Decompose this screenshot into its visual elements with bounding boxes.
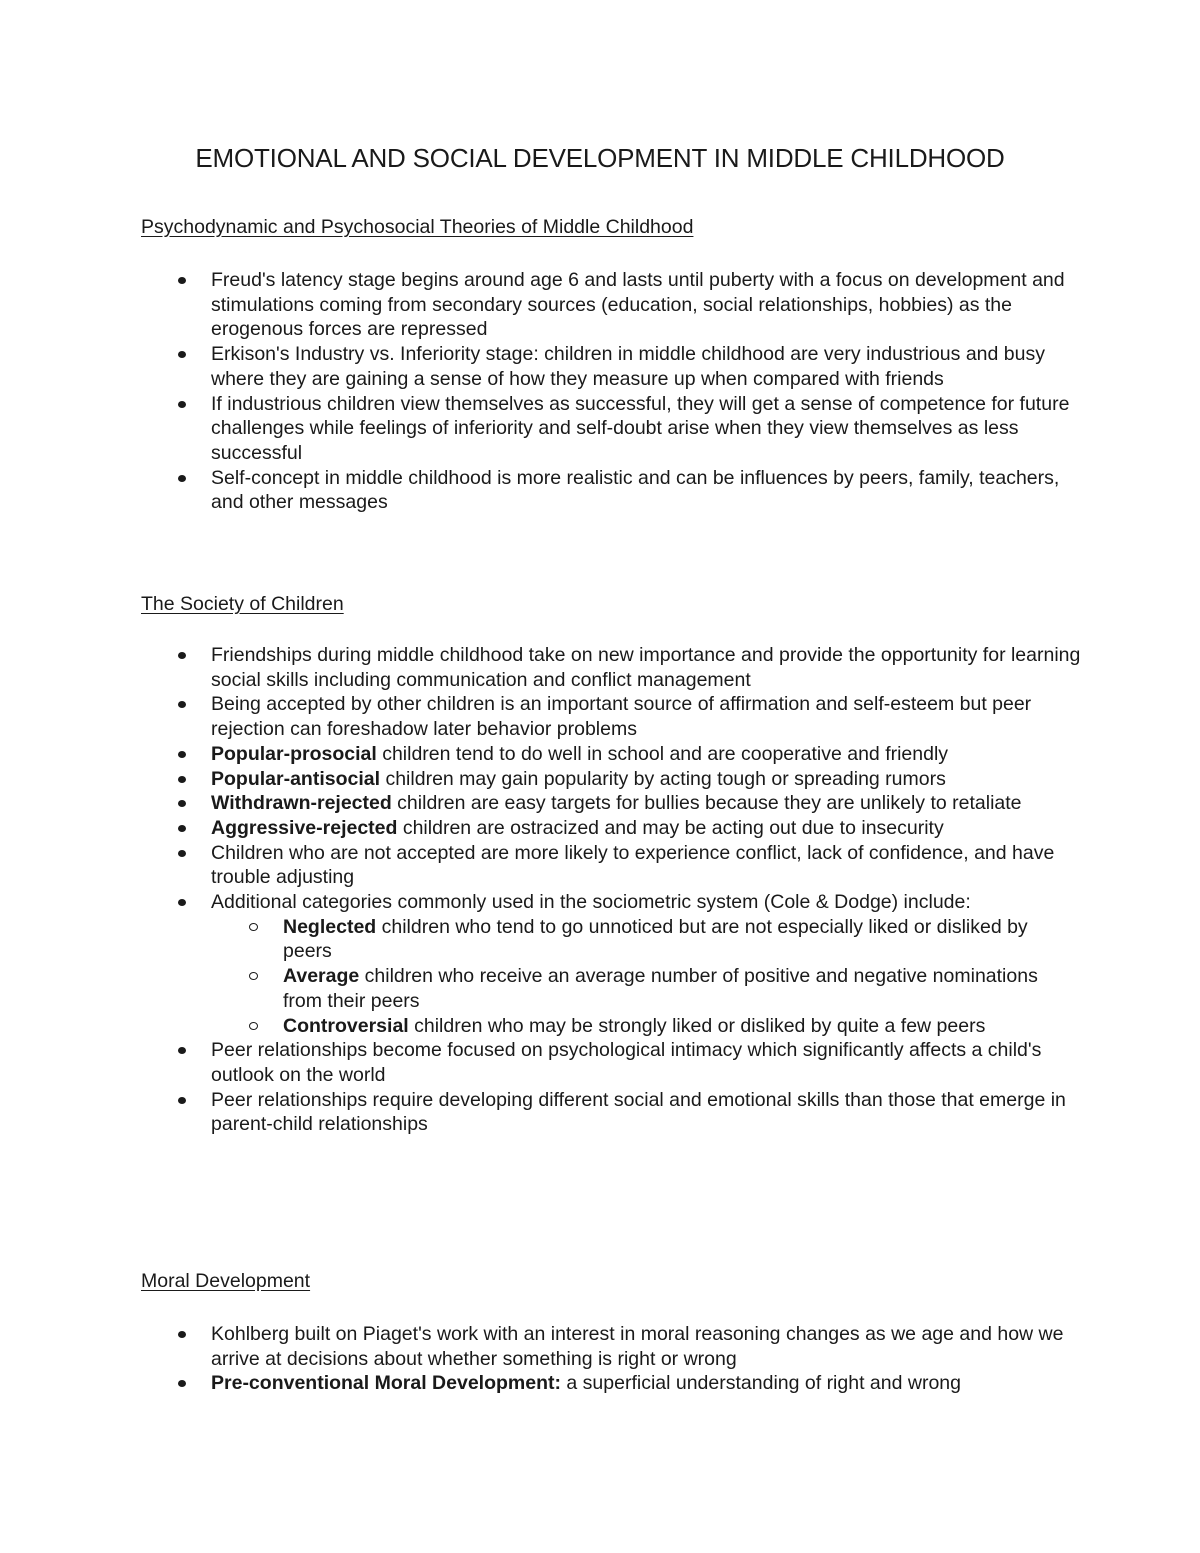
list-item: [141, 742, 1081, 767]
bullet-list: [141, 643, 1081, 1137]
item-bold-text: Pre-conventional Moral Development:: [211, 1372, 561, 1395]
section-heading: Psychodynamic and Psychosocial Theories of Middle Childhood: [141, 216, 694, 238]
item-text: Erkison's Industry vs. Inferiority stage: children in middle childhood are very industrious and busy where they are gaining a sense of how they measure up when compared with friends: [211, 343, 1045, 390]
bullet-icon: [178, 800, 186, 807]
item-text: children are ostracized and may be acting out due to insecurity: [397, 816, 944, 839]
section-society-of-children: [141, 592, 1081, 1137]
bullet-icon: [178, 751, 186, 758]
list-item: [141, 1088, 1081, 1137]
section-moral-development: [141, 1269, 1081, 1396]
list-item: [141, 791, 1081, 816]
circle-bullet-icon: [249, 1022, 258, 1030]
item-text: Kohlberg built on Piaget's work with an interest in moral reasoning changes as we age and how we arrive at decisions about whether something is right or wrong: [211, 1323, 1064, 1370]
item-text: a superficial understanding of right and wrong: [560, 1372, 961, 1395]
list-item: [141, 643, 1081, 692]
bullet-icon: [178, 701, 186, 708]
bullet-icon: [178, 351, 186, 358]
bullet-list: [141, 1322, 1081, 1396]
list-item: [141, 841, 1081, 890]
item-text: Additional categories commonly used in the sociometric system (Cole & Dodge) include:: [211, 891, 971, 914]
list-item: [141, 1038, 1081, 1087]
bullet-icon: [178, 401, 186, 408]
item-bold-text: Neglected: [283, 915, 377, 938]
bullet-icon: [178, 475, 186, 482]
bullet-icon: [178, 652, 186, 659]
bullet-icon: [178, 277, 186, 284]
list-item: [141, 1322, 1081, 1371]
bullet-list: [141, 268, 1081, 515]
item-text: children tend to do well in school and are cooperative and friendly: [376, 742, 949, 765]
item-text: children who may be strongly liked or disliked by quite a few peers: [408, 1014, 986, 1037]
list-item: [141, 767, 1081, 792]
item-bold-text: Popular-antisocial: [211, 767, 381, 790]
page-title: EMOTIONAL AND SOCIAL DEVELOPMENT IN MIDDLE CHILDHOOD: [195, 143, 1005, 173]
list-item: [141, 392, 1081, 466]
item-text: Being accepted by other children is an important source of affirmation and self-esteem but peer rejection can foreshadow later behavior problems: [211, 693, 1032, 741]
bullet-icon: [178, 776, 186, 783]
section-heading: Moral Development: [141, 1270, 311, 1292]
section-psychodynamic: [141, 215, 1081, 515]
item-bold-text: Controversial: [283, 1014, 409, 1037]
section-heading: The Society of Children: [141, 593, 344, 615]
sub-list-item: [211, 1014, 1081, 1039]
item-text: children who receive an average number of positive and negative nominations from their peers: [283, 965, 1038, 1012]
item-text: Freud's latency stage begins around age 6 and lasts until puberty with a focus on development and stimulations coming from secondary sources (education, social relationships, hobbies) as the erogenous forces are repressed: [211, 269, 1065, 341]
item-bold-text: Average: [283, 965, 360, 988]
list-item: [141, 342, 1081, 391]
bullet-icon: [178, 850, 186, 857]
circle-bullet-icon: [249, 972, 258, 980]
bullet-icon: [178, 1097, 186, 1104]
bullet-icon: [178, 1380, 186, 1387]
item-text: Children who are not accepted are more likely to experience conflict, lack of confidence, and have trouble adjusting: [211, 841, 1055, 889]
list-item: [141, 268, 1081, 342]
list-item: [141, 692, 1081, 741]
item-bold-text: Popular-prosocial: [211, 742, 377, 765]
sub-list-item: [211, 915, 1081, 964]
item-text: children who tend to go unnoticed but are not especially liked or disliked by peers: [283, 915, 1028, 963]
item-bold-text: Withdrawn-rejected: [211, 792, 392, 815]
item-text: Self-concept in middle childhood is more realistic and can be influences by peers, family, teachers, and other messages: [211, 466, 1060, 514]
item-text: children may gain popularity by acting tough or spreading rumors: [380, 767, 946, 790]
sub-list: [211, 915, 1081, 1039]
item-text: Peer relationships require developing different social and emotional skills than those that emerge in parent-child relationships: [211, 1088, 1066, 1136]
list-item: [141, 816, 1081, 841]
list-item: [141, 890, 1081, 1038]
circle-bullet-icon: [249, 923, 258, 931]
item-text: Friendships during middle childhood take on new importance and provide the opportunity for learning social skills including communication and conflict management: [211, 644, 1081, 691]
item-text: Peer relationships become focused on psychological intimacy which significantly affects a child's outlook on the world: [211, 1039, 1042, 1086]
bullet-icon: [178, 1047, 186, 1054]
sub-list-item: [211, 964, 1081, 1013]
bullet-icon: [178, 825, 186, 832]
bullet-icon: [178, 1331, 186, 1338]
item-bold-text: Aggressive-rejected: [211, 816, 398, 839]
list-item: [141, 466, 1081, 515]
item-text: children are easy targets for bullies because they are unlikely to retaliate: [391, 792, 1022, 815]
item-text: If industrious children view themselves as successful, they will get a sense of competence for future challenges while feelings of inferiority and self-doubt arise when they view themselves as less successful: [211, 392, 1070, 464]
bullet-icon: [178, 899, 186, 906]
list-item: [141, 1371, 1081, 1396]
